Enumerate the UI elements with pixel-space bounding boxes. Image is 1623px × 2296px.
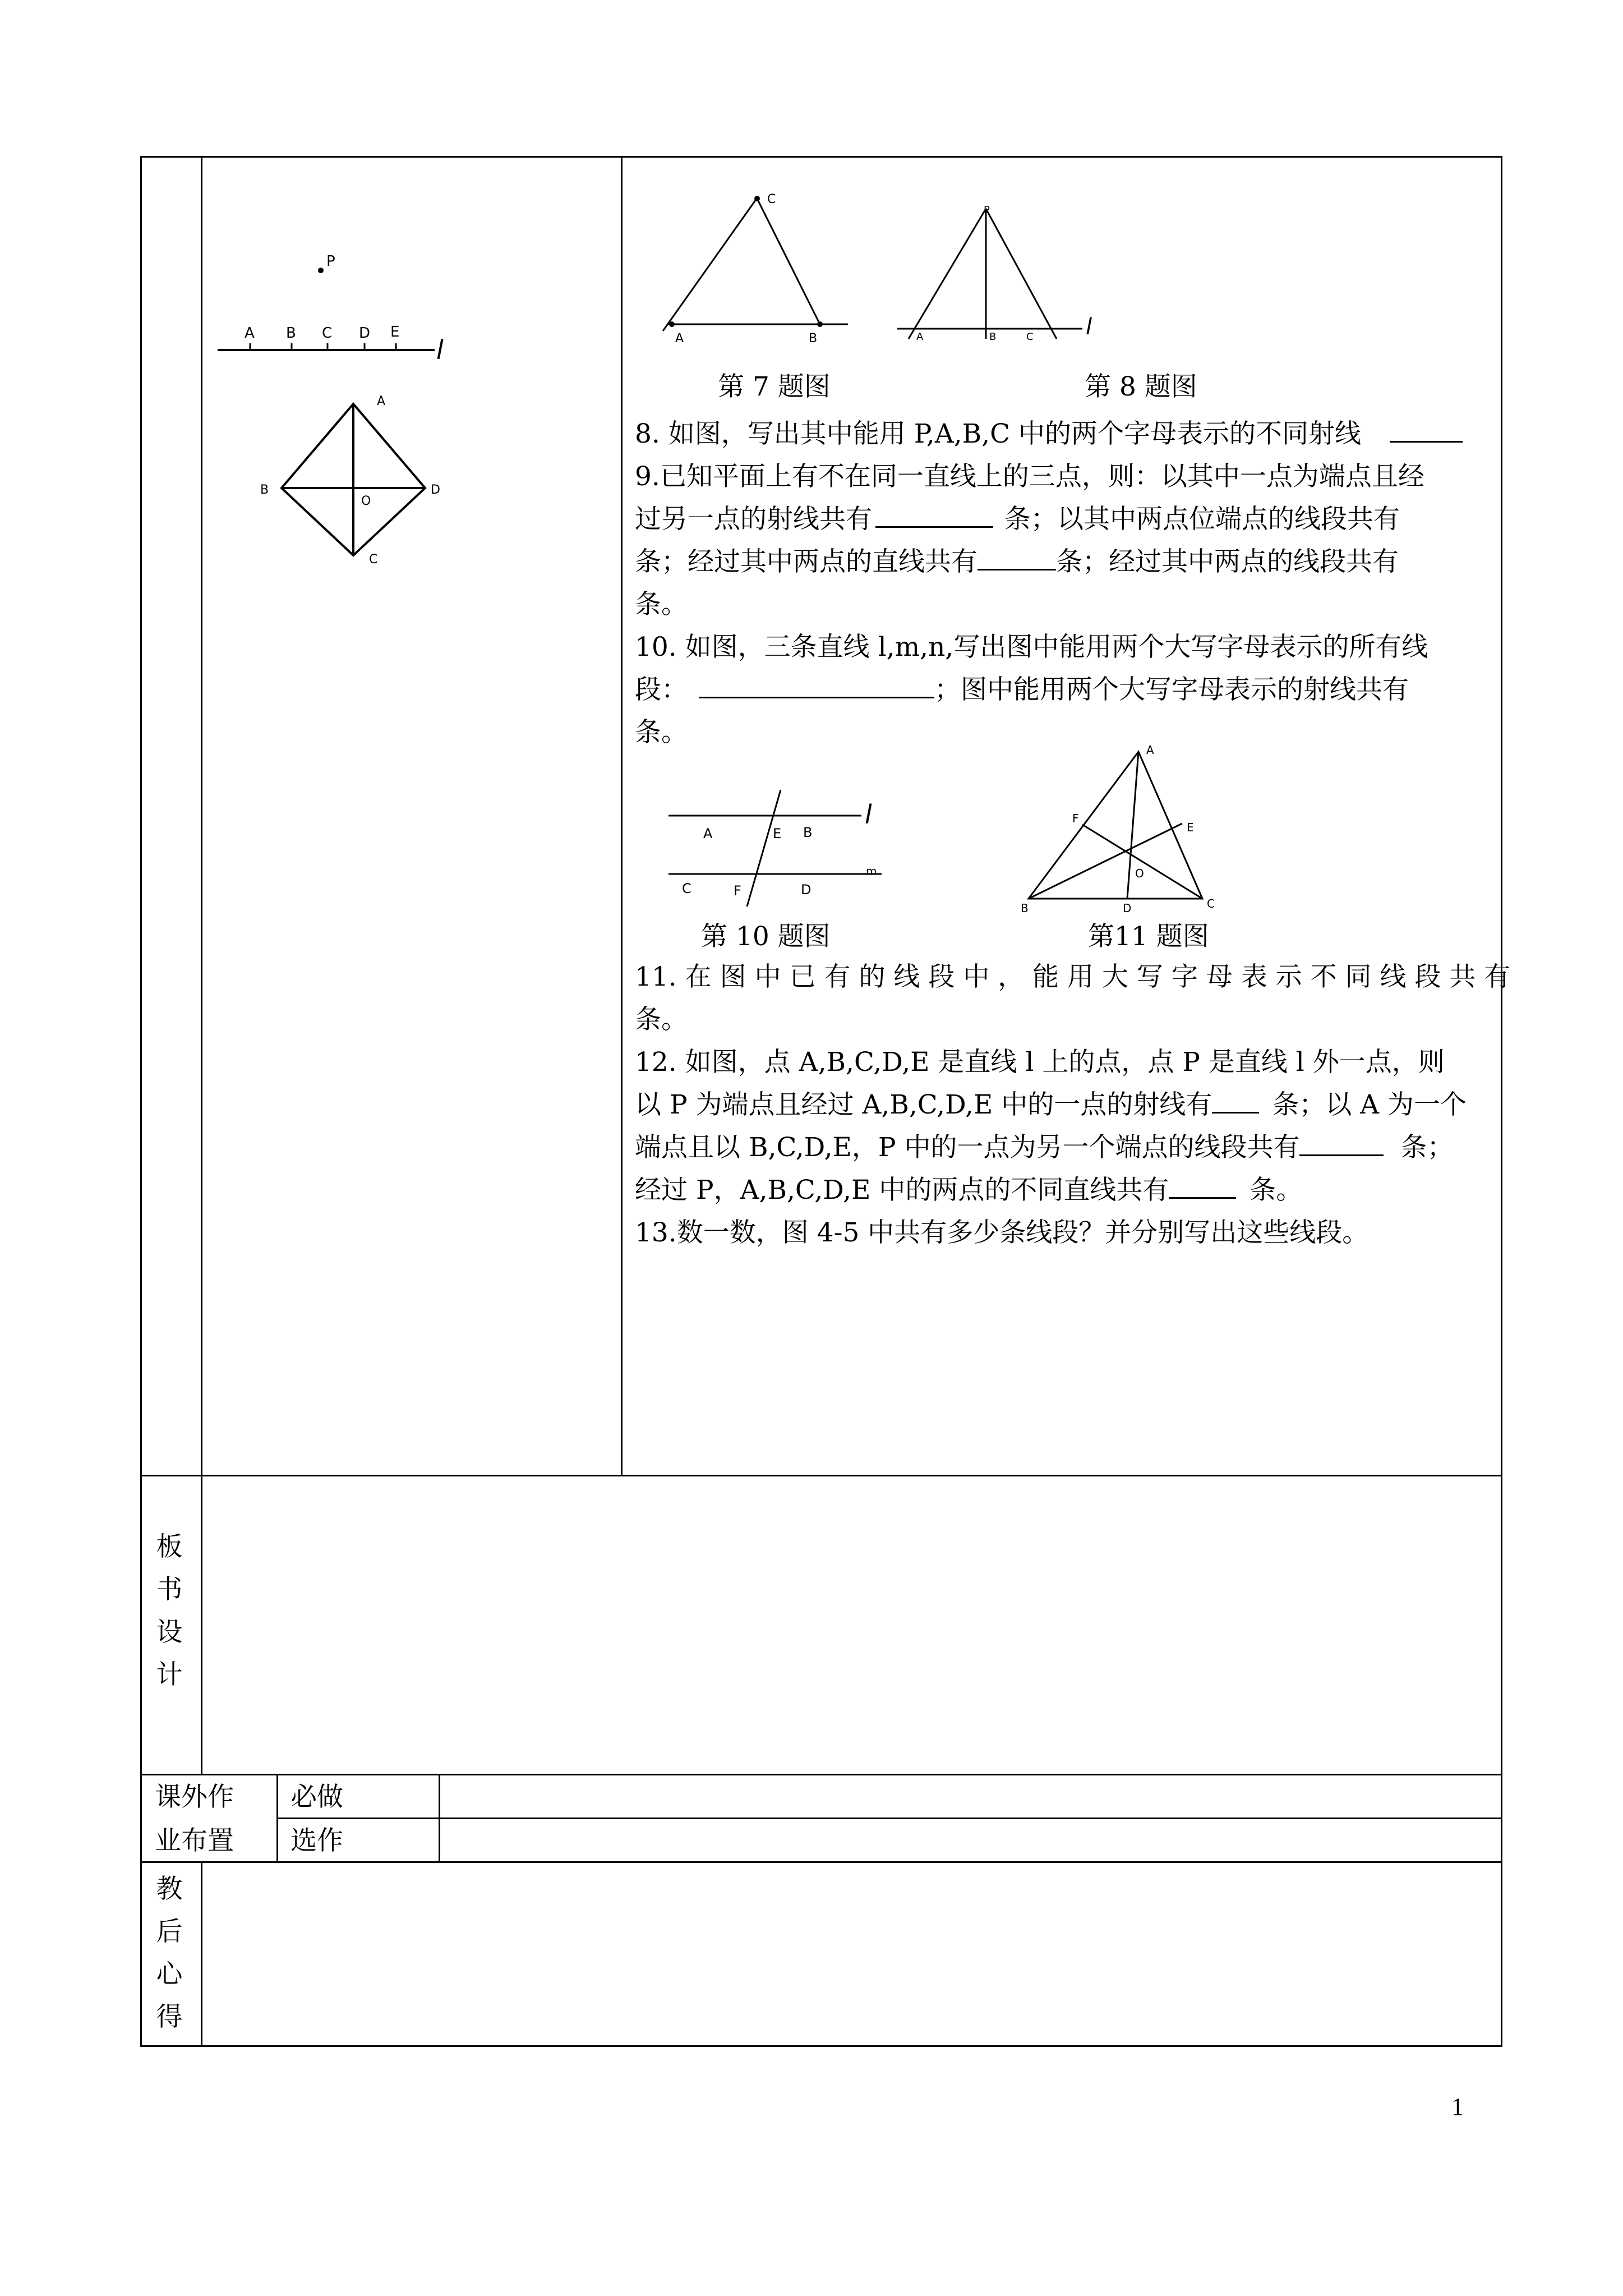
- label-column-divider: [201, 1475, 202, 1775]
- optional-label: 选作: [291, 1825, 343, 1856]
- homework-label-line-2: 业布置: [155, 1825, 234, 1856]
- question-text: 8. 如图，写出其中能用 P,A,B,C 中的两个字母表示的不同射线: [635, 418, 1362, 449]
- row-divider-3: [276, 1818, 1502, 1819]
- question-10-line-1: 10. 如图，三条直线 l,m,n,写出图中能用两个大写字母表示的所有线: [635, 632, 1428, 662]
- answer-blank[interactable]: [1390, 441, 1463, 443]
- optional-homework-field[interactable]: [442, 1820, 1498, 1860]
- question-13: 13.数一数，图 4-5 中共有多少条线段？并分别写出这些线段。: [635, 1217, 1369, 1248]
- required-label: 必做: [291, 1782, 343, 1812]
- point-label: B: [989, 331, 997, 343]
- row-divider-1: [140, 1475, 1502, 1476]
- question-text: 条。: [1249, 1175, 1303, 1205]
- point-label: A: [245, 325, 255, 342]
- row-divider-4: [140, 1861, 1502, 1863]
- question-text: 条；以 A 为一个: [1272, 1089, 1467, 1120]
- answer-blank[interactable]: [978, 569, 1056, 570]
- table-bottom-border: [140, 2045, 1502, 2047]
- question-text: ；图中能用两个大写字母表示的射线共有: [934, 674, 1409, 705]
- content-column-divider: [621, 156, 623, 1476]
- point-label: D: [431, 483, 440, 497]
- label-column-divider: [201, 1861, 202, 2047]
- question-9-line-2: [635, 498, 1400, 541]
- point-label: C: [322, 325, 333, 342]
- line-label: l: [1086, 314, 1092, 340]
- question-text: 以 P 为端点且经过 A,B,C,D,E 中的一点的射线有: [635, 1089, 1212, 1120]
- figure-11-caption: 第11 题图: [1088, 921, 1209, 952]
- point-label: B: [803, 825, 813, 840]
- point-label: O: [361, 494, 371, 508]
- point-label: C: [1207, 897, 1215, 910]
- question-9-line-4: 条。: [635, 589, 688, 620]
- answer-blank[interactable]: [1212, 1112, 1259, 1114]
- line-label: l: [865, 799, 872, 830]
- figure-7-caption: 第 7 题图: [718, 371, 831, 402]
- question-9-line-1: 9.已知平面上有不在同一直线上的三点，则：以其中一点为端点且经: [635, 461, 1424, 492]
- table-top-border: [140, 156, 1502, 158]
- board-design-label: 板 书 设 计: [156, 1531, 183, 1690]
- point-label: C: [369, 553, 378, 567]
- question-12-line-3: [635, 1126, 1453, 1169]
- homework-type-divider: [439, 1774, 440, 1863]
- question-8: [635, 413, 1463, 455]
- point-label: F: [1072, 812, 1079, 825]
- question-text: 端点且以 B,C,D,E，P 中的一点为另一个端点的线段共有: [635, 1132, 1300, 1163]
- label-column-divider: [201, 156, 202, 1476]
- row-divider-2: [140, 1774, 1502, 1775]
- figure-11-triangle: [1009, 740, 1234, 920]
- question-text: 条；经过其中两点的线段共有: [1056, 546, 1399, 577]
- question-12-line-1: 12. 如图，点 A,B,C,D,E 是直线 l 上的点，点 P 是直线 l 外一点，则: [635, 1047, 1445, 1078]
- table-right-border: [1501, 156, 1502, 2047]
- question-text: 过另一点的射线共有: [635, 504, 872, 535]
- point-label: A: [1146, 743, 1154, 757]
- figure-8-caption: 第 8 题图: [1085, 371, 1197, 402]
- point-label: B: [260, 483, 269, 497]
- point-label: A: [916, 331, 924, 343]
- question-11-line-2: 条。: [635, 1004, 688, 1035]
- point-label: P: [326, 253, 335, 270]
- figure-7-triangle: [656, 180, 858, 348]
- figure-rhombus: [252, 387, 454, 572]
- point-label: C: [682, 881, 691, 896]
- point-label: P: [984, 204, 990, 216]
- figure-10-caption: 第 10 题图: [701, 921, 831, 952]
- answer-blank[interactable]: [875, 526, 993, 528]
- question-text: 条；: [1400, 1132, 1454, 1163]
- line-label: m: [866, 864, 877, 878]
- question-10-line-3: 条。: [635, 717, 688, 748]
- point-label: D: [359, 325, 371, 342]
- point-label: B: [286, 325, 296, 342]
- point-label: C: [767, 192, 776, 206]
- reflection-label: 教 后 心 得: [156, 1874, 183, 2032]
- point-label: B: [809, 332, 818, 346]
- table-left-border: [140, 156, 142, 2047]
- figure-points-on-line-l: [213, 241, 460, 376]
- question-text: 条；以其中两点位端点的线段共有: [1004, 504, 1400, 535]
- line-label: l: [436, 335, 444, 365]
- question-12-line-4: [635, 1169, 1302, 1212]
- question-10-line-2: [635, 669, 1409, 711]
- point-label: A: [377, 394, 386, 408]
- point-label: A: [675, 332, 684, 346]
- point-label: D: [1123, 901, 1132, 915]
- answer-blank[interactable]: [1299, 1154, 1384, 1156]
- figure-8-triangle: [892, 202, 1105, 348]
- answer-blank[interactable]: [699, 697, 934, 698]
- question-text: 段：: [635, 674, 688, 705]
- point-label: C: [1026, 331, 1034, 343]
- point-label: F: [734, 883, 741, 899]
- point-label: E: [773, 826, 782, 841]
- homework-label-divider: [276, 1774, 278, 1863]
- question-11-line-1: 11. 在 图 中 已 有 的 线 段 中 ， 能 用 大 写 字 母 表 示 不 同 线 段 共 有: [635, 961, 1511, 992]
- page-number: 1: [1451, 2093, 1464, 2120]
- required-homework-field[interactable]: [442, 1776, 1498, 1816]
- question-text: 条；经过其中两点的直线共有: [635, 546, 978, 577]
- point-label: A: [703, 826, 713, 841]
- point-label: O: [1135, 867, 1144, 880]
- point-label: E: [1187, 821, 1194, 834]
- question-9-line-3: [635, 541, 1399, 583]
- homework-label-line-1: 课外作: [155, 1782, 234, 1812]
- point-label: B: [1021, 901, 1029, 915]
- point-label: D: [801, 882, 811, 898]
- question-text: 经过 P，A,B,C,D,E 中的两点的不同直线共有: [635, 1175, 1169, 1205]
- figure-10-lines: [662, 785, 897, 914]
- answer-blank[interactable]: [1169, 1197, 1236, 1199]
- point-label: E: [390, 324, 400, 341]
- question-12-line-2: [635, 1084, 1467, 1126]
